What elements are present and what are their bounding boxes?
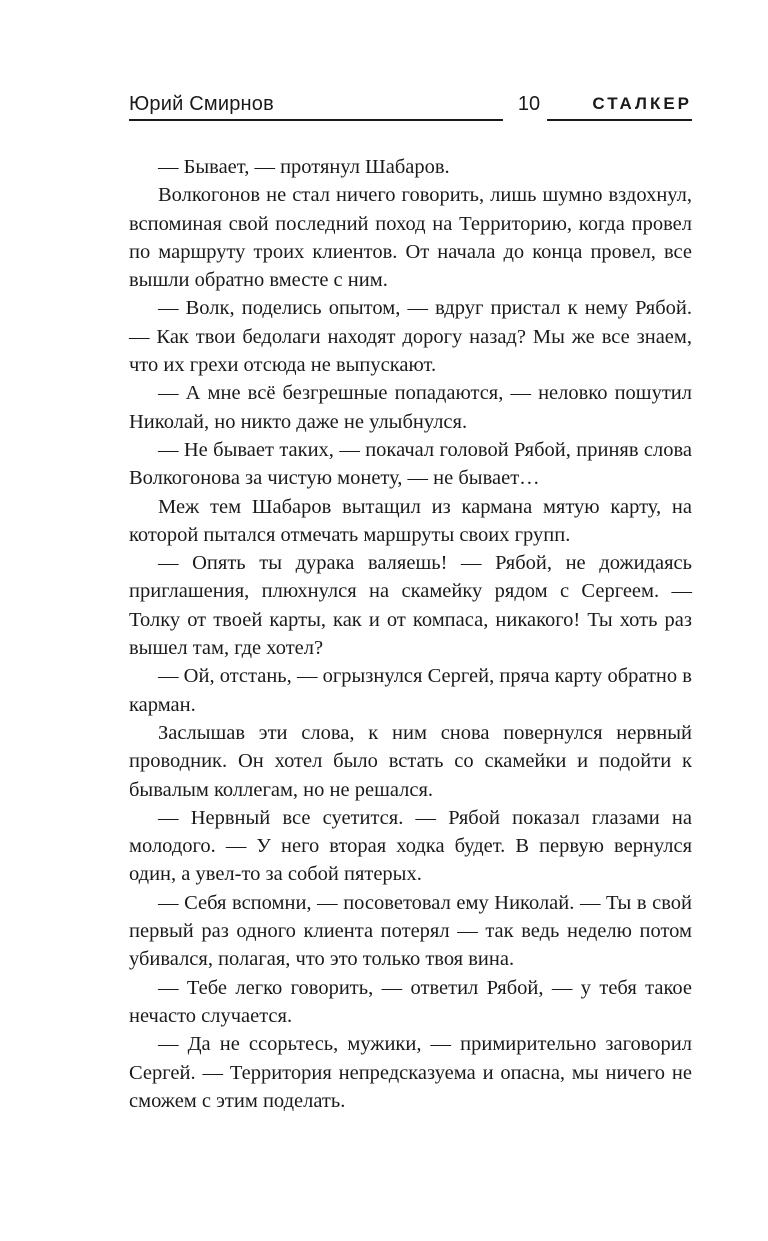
paragraph: Меж тем Шабаров вытащил из кармана мятую карту, на которой пытался отмечать маршруты своих групп. bbox=[129, 495, 692, 546]
header-rule-left bbox=[129, 119, 503, 121]
page-number: 10 bbox=[517, 93, 541, 115]
series-title: СТАЛКЕР bbox=[592, 94, 692, 113]
paragraph: — Опять ты дурака валяешь! — Рябой, не дожидаясь приглашения, плюхнулся на скамейку рядом с Сергеем. — Толку от твоей карты, как и от компаса, никакого! Ты хоть раз вышел там, где хотел? bbox=[129, 552, 692, 660]
paragraph: — Нервный все суетится. — Рябой показал глазами на молодого. — У него вторая ходка будет. В первую вернулся один, а увел-то за собой пятерых. bbox=[129, 806, 692, 886]
paragraph: Волкогонов не стал ничего говорить, лишь шумно вздохнул, вспоминая свой последний поход на Территорию, когда провел по маршруту троих клиентов. От начала до конца провел, все вышли обратно вместе с ним. bbox=[129, 184, 692, 292]
paragraph: — Волк, поделись опытом, — вдруг пристал к нему Рябой. — Как твои бедолаги находят дорогу назад? Мы же все знаем, что их грехи отсюда не выпускают. bbox=[129, 297, 692, 377]
paragraph: — А мне всё безгрешные попадаются, — неловко пошутил Николай, но никто даже не улыбнулся. bbox=[129, 382, 692, 433]
paragraph: — Да не ссорьтесь, мужики, — примирительно заговорил Сергей. — Территория непредсказуема и опасна, мы ничего не сможем с этим поделать. bbox=[129, 1033, 692, 1112]
paragraph: — Себя вспомни, — посоветовал ему Николай. — Ты в свой первый раз одного клиента потерял — так ведь неделю потом убивался, полагая, что это только твоя вина. bbox=[129, 891, 692, 971]
paragraph: — Тебе легко говорить, — ответил Рябой, — у тебя такое нечасто случается. bbox=[129, 976, 692, 1027]
author-name: Юрий Смирнов bbox=[129, 93, 274, 115]
paragraph: — Бывает, — протянул Шабаров. bbox=[158, 156, 450, 178]
paragraph: — Не бывает таких, — покачал головой Рябой, приняв слова Волкогонова за чистую монету, — не бывает… bbox=[129, 438, 692, 490]
body-text bbox=[129, 153, 692, 1115]
paragraph: Заслышав эти слова, к ним снова повернулся нервный проводник. Он хотел было встать со скамейки и подойти к бывалым коллегам, но не решался. bbox=[129, 721, 692, 801]
running-header bbox=[129, 92, 692, 122]
header-rule-right bbox=[547, 119, 692, 121]
paragraph: — Ой, отстань, — огрызнулся Сергей, пряча карту обратно в карман. bbox=[129, 665, 692, 716]
